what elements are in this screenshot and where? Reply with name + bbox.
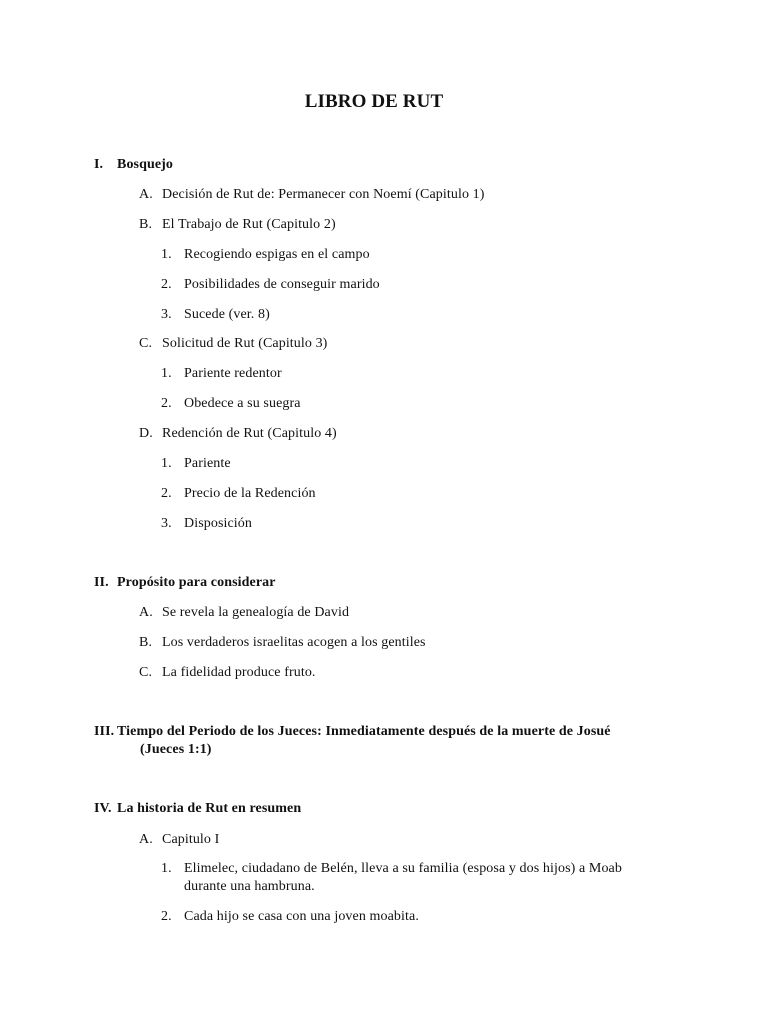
section-title: Propósito para considerar (117, 575, 276, 590)
item-letter: C. (139, 336, 153, 351)
subitem-text: Posibilidades de conseguir marido (184, 277, 380, 292)
item-text: Se revela la genealogía de David (162, 605, 350, 620)
section-number: II. (94, 575, 109, 590)
section-number: III. (94, 724, 115, 739)
item-letter: B. (139, 635, 153, 650)
item-text: Solicitud de Rut (Capitulo 3) (162, 336, 328, 351)
subitem-number: 1. (161, 247, 172, 262)
subitem-text: Cada hijo se casa con una joven moabita. (184, 909, 419, 924)
subitem-text: Sucede (ver. 8) (184, 307, 270, 322)
item-letter: B. (139, 217, 153, 232)
section-number: IV. (94, 801, 112, 816)
item-letter: A. (139, 605, 153, 620)
subitem-text: Precio de la Redención (184, 486, 316, 501)
section-title-line-2: (Jueces 1:1) (140, 742, 212, 757)
item-text: El Trabajo de Rut (Capitulo 2) (162, 217, 336, 232)
subitem-number: 1. (161, 861, 172, 876)
item-text: Decisión de Rut de: Permanecer con Noemí (Capitulo 1) (162, 187, 485, 202)
subitem-number: 2. (161, 277, 172, 292)
item-letter: D. (139, 426, 153, 441)
subitem-text: Obedece a su suegra (184, 396, 301, 411)
subitem-text: Recogiendo espigas en el campo (184, 247, 370, 262)
subitem-number: 3. (161, 516, 172, 531)
document-title: LIBRO DE RUT (304, 91, 444, 112)
subitem-number: 2. (161, 909, 172, 924)
item-text: La fidelidad produce fruto. (162, 665, 316, 680)
subitem-text-line-1: Elimelec, ciudadano de Belén, lleva a su familia (esposa y dos hijos) a Moab (184, 861, 622, 876)
item-text: Capitulo I (162, 832, 220, 847)
section-title: Bosquejo (117, 157, 174, 172)
section-title: La historia de Rut en resumen (117, 801, 302, 816)
subitem-number: 3. (161, 307, 172, 322)
subitem-text: Disposición (184, 516, 252, 531)
subitem-text-line-2: durante una hambruna. (184, 879, 315, 894)
item-letter: A. (139, 187, 153, 202)
subitem-number: 1. (161, 366, 172, 381)
subitem-text: Pariente redentor (184, 366, 282, 381)
item-letter: A. (139, 832, 153, 847)
subitem-text: Pariente (184, 456, 231, 471)
subitem-number: 2. (161, 396, 172, 411)
item-text: Los verdaderos israelitas acogen a los gentiles (162, 635, 426, 650)
section-number: I. (94, 157, 104, 172)
subitem-number: 1. (161, 456, 172, 471)
item-letter: C. (139, 665, 153, 680)
item-text: Redención de Rut (Capitulo 4) (162, 426, 337, 441)
subitem-number: 2. (161, 486, 172, 501)
section-title-line-1: Tiempo del Periodo de los Jueces: Inmediatamente después de la muerte de Josué (117, 724, 611, 739)
